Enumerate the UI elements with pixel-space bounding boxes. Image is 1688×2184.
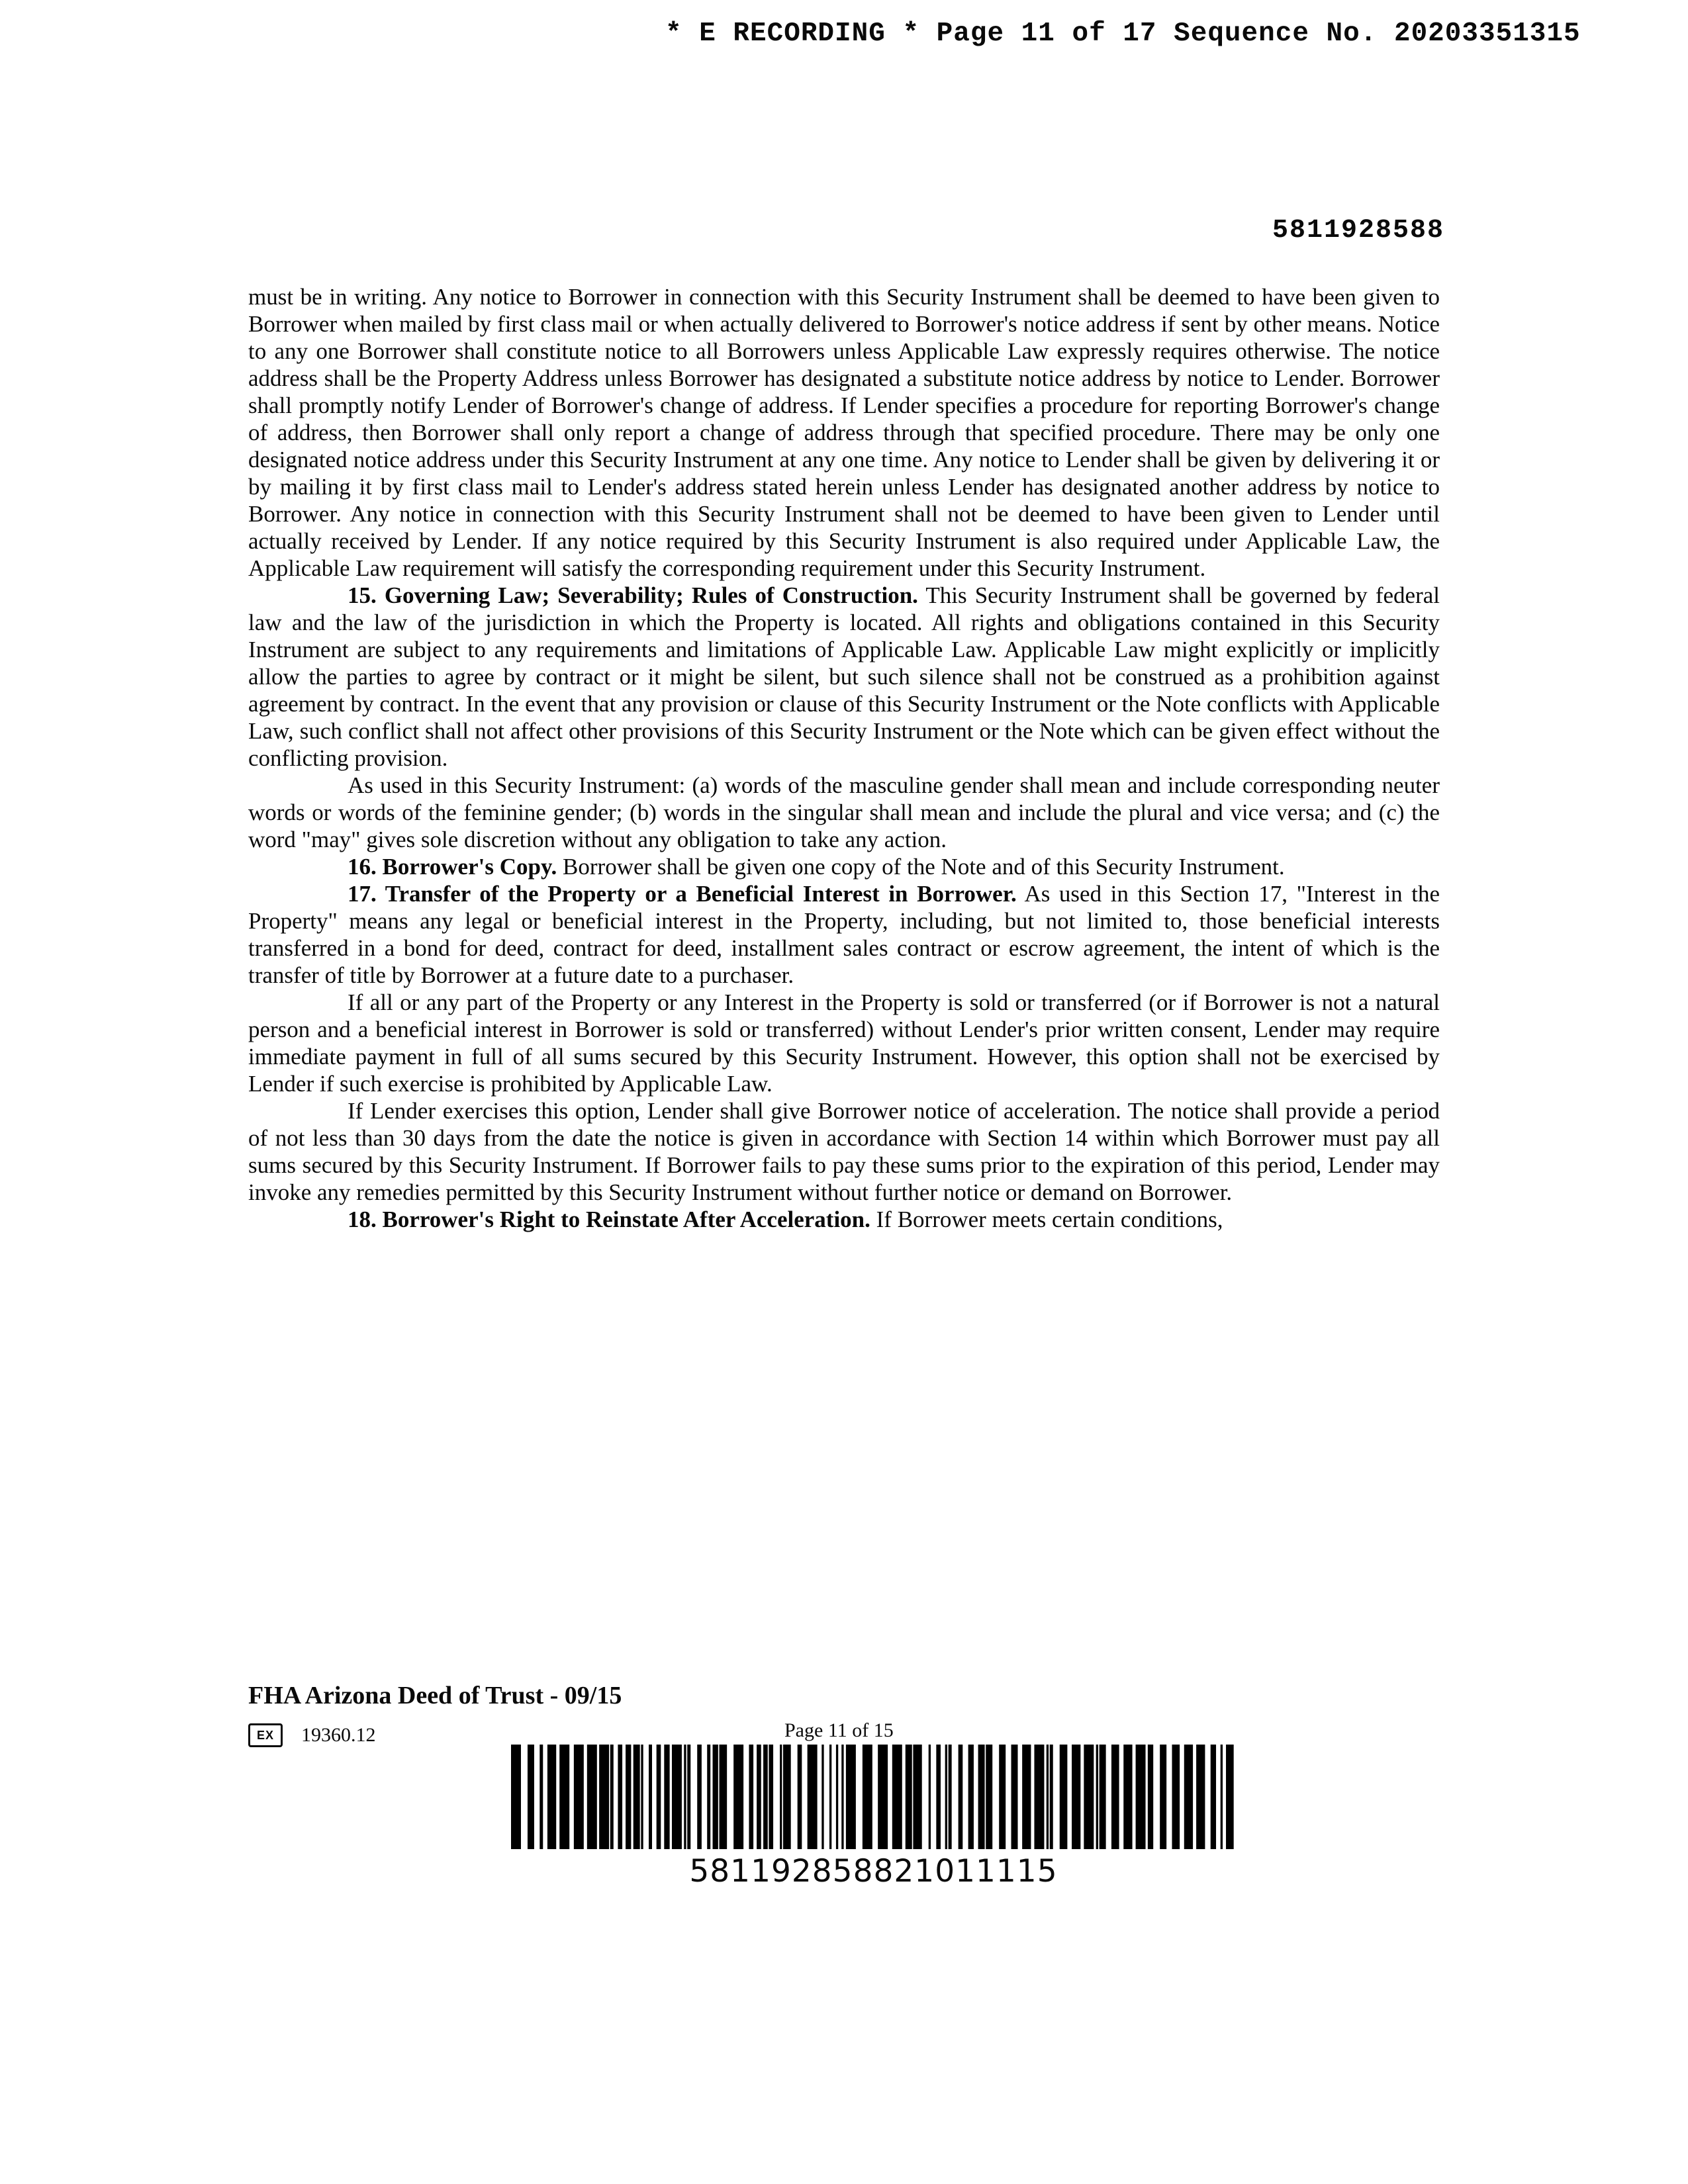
paragraph-as-used (248, 772, 1440, 853)
paragraph-text: If all or any part of the Property or any Interest in the Property is sold or transferred (or if Borrower is not a natural person and a beneficial interest in Borrower is sold or transferred) without Lender's prior written consent, Lender may require immediate payment in full of all sums secured by this Security Instrument. However, this option shall not be exercised by Lender if such exercise is prohibited by Applicable Law. (248, 989, 1440, 1097)
paragraph-lead: 18. Borrower's Right to Reinstate After Acceleration. (348, 1206, 870, 1232)
barcode-number: 581192858821011115 (689, 1853, 1058, 1889)
paragraph-text: As used in this Security Instrument: (a) words of the masculine gender shall mean and include corresponding neuter words or words of the feminine gender; (b) words in the singular shall mean and include the plural and vice versa; and (c) the word "may" gives sole discretion without any obligation to take any action. (248, 772, 1440, 852)
paragraph-if-all (248, 989, 1440, 1097)
form-number: 19360.12 (301, 1724, 376, 1746)
paragraph-section-15 (248, 582, 1440, 772)
paragraph-lead: 17. Transfer of the Property or a Beneficial Interest in Borrower. (348, 881, 1017, 907)
paragraph-text: Borrower shall be given one copy of the Note and of this Security Instrument. (557, 854, 1285, 880)
paragraph-text: If Borrower meets certain conditions, (870, 1206, 1223, 1232)
barcode (511, 1745, 1236, 1849)
paragraph-section-16 (248, 853, 1440, 880)
footer-document-title: FHA Arizona Deed of Trust - 09/15 (248, 1682, 622, 1709)
paragraph-lead: 15. Governing Law; Severability; Rules of Construction. (348, 582, 918, 608)
paragraph-text: must be in writing. Any notice to Borrower in connection with this Security Instrument shall be deemed to have been given to Borrower when mailed by first class mail or when actually delivered to Borrower's notice address if sent by other means. Notice to any one Borrower shall constitute notice to all Borrowers unless Applicable Law expressly requires otherwise. The notice address shall be the Property Address unless Borrower has designated a substitute notice address by notice to Lender. Borrower shall promptly notify Lender of Borrower's change of address. If Lender specifies a procedure for reporting Borrower's change of address, then Borrower shall only report a change of address through that specified procedure. There may be only one designated notice address under this Security Instrument at any one time. Any notice to Lender shall be given by delivering it or by mailing it by first class mail to Lender's address stated herein unless Lender has designated another address by notice to Borrower. Any notice in connection with this Security Instrument shall not be deemed to have been given to Lender until actually received by Lender. If any notice required by this Security Instrument is also required under Applicable Law, the Applicable Law requirement will satisfy the corresponding requirement under this Security Instrument. (248, 284, 1440, 581)
paragraph-section-18 (248, 1206, 1440, 1233)
paragraph-text: As used in this Section 17, "Interest in the Property" means any legal or beneficial interest in the Property, including, but not limited to, those beneficial interests transferred in a bond for deed, contract for deed, installment sales contract or escrow agreement, the intent of which is the transfer of title by Borrower at a future date to a purchaser. (248, 881, 1440, 988)
paragraph-continuation (248, 283, 1440, 582)
document-number: 5811928588 (1272, 216, 1445, 246)
document-body (248, 283, 1440, 1233)
paragraph-if-lender (248, 1097, 1440, 1206)
e-recording-header: * E RECORDING * Page 11 of 17 Sequence No. 20203351315 (665, 19, 1581, 49)
footer-page-label: Page 11 of 15 (784, 1719, 894, 1741)
paragraph-text: If Lender exercises this option, Lender shall give Borrower notice of acceleration. The notice shall provide a period of not less than 30 days from the date the notice is given in accordance with Section 14 within which Borrower must pay all sums secured by this Security Instrument. If Borrower fails to pay these sums prior to the expiration of this period, Lender may invoke any remedies permitted by this Security Instrument without further notice or demand on Borrower. (248, 1098, 1440, 1205)
footer-meta (248, 1723, 376, 1747)
paragraph-section-17 (248, 880, 1440, 989)
paragraph-text: This Security Instrument shall be governed by federal law and the law of the jurisdiction in which the Property is located. All rights and obligations contained in this Security Instrument are subject to any requirements and limitations of Applicable Law. Applicable Law might explicitly or implicitly allow the parties to agree by contract or it might be silent, but such silence shall not be construed as a prohibition against agreement by contract. In the event that any provision or clause of this Security Instrument or the Note conflicts with Applicable Law, such conflict shall not affect other provisions of this Security Instrument or the Note which can be given effect without the conflicting provision. (248, 582, 1440, 771)
publisher-logo-icon: EX (248, 1723, 283, 1747)
paragraph-lead: 16. Borrower's Copy. (348, 854, 557, 880)
